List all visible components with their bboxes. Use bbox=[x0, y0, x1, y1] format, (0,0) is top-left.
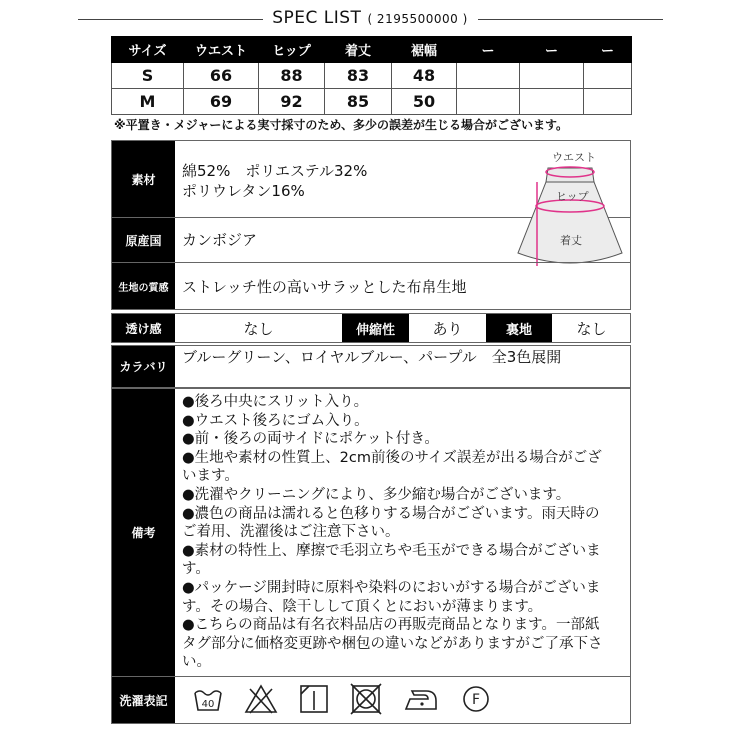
hip-diagram-label: ヒップ bbox=[556, 190, 589, 203]
col-header: ー bbox=[457, 37, 520, 63]
no-tumble-dry-icon bbox=[350, 683, 382, 715]
care-icons bbox=[192, 683, 492, 715]
table-cell: 48 bbox=[392, 63, 457, 89]
remarks-line: ご着用、洗濯後はご注意下さい。 bbox=[182, 524, 400, 541]
measurement-note: ※平置き・メジャーによる実寸採寸のため、多少の誤差が生じる場合がございます。 bbox=[114, 118, 568, 132]
remarks-line: ●こちらの商品は有名衣料品店の再販売商品となります。一部紙 bbox=[182, 617, 600, 634]
iron-low-icon bbox=[402, 683, 440, 715]
table-row bbox=[112, 63, 632, 89]
col-header: ー bbox=[584, 37, 632, 63]
remarks-line: ●洗濯やクリーニングにより、多少縮む場合がございます。 bbox=[182, 486, 571, 503]
remarks-line: す。 bbox=[182, 561, 210, 578]
table-cell bbox=[520, 63, 584, 89]
care-row bbox=[111, 676, 631, 724]
remarks-line: ●後ろ中央にスリット入り。 bbox=[182, 394, 369, 410]
col-header: ー bbox=[520, 37, 584, 63]
dry-clean-f-icon bbox=[460, 683, 492, 715]
skirt-measurement-diagram bbox=[500, 148, 630, 273]
remarks-row bbox=[111, 388, 631, 677]
remarks-line: ●ウエスト後ろにゴム入り。 bbox=[182, 412, 369, 429]
table-cell: 83 bbox=[325, 63, 392, 89]
col-header: ヒップ bbox=[259, 37, 325, 63]
remarks-line: い。 bbox=[182, 654, 211, 671]
table-cell: M bbox=[112, 89, 184, 115]
remarks-line: ●濃色の商品は濡れると色移りする場合がございます。雨天時の bbox=[182, 505, 600, 522]
col-header: サイズ bbox=[112, 37, 184, 63]
material-line-2: ポリウレタン16% bbox=[182, 182, 305, 200]
col-header: ウエスト bbox=[184, 37, 259, 63]
remarks-label: 備考 bbox=[112, 389, 175, 676]
waist-diagram-label: ウエスト bbox=[552, 151, 596, 164]
wash-temp-text: 40 bbox=[201, 699, 215, 710]
texture-label: 生地の質感 bbox=[112, 263, 175, 309]
table-cell bbox=[457, 63, 520, 89]
product-code: ( 2195500000 ) bbox=[367, 12, 468, 26]
size-table bbox=[111, 36, 632, 115]
size-table-header bbox=[112, 37, 632, 63]
lining-value: なし bbox=[576, 319, 607, 338]
texture-value: ストレッチ性の高いサラッとした布帛生地 bbox=[182, 278, 467, 296]
origin-label: 原産国 bbox=[112, 218, 175, 262]
remarks-line: ●前・後ろの両サイドにポケット付き。 bbox=[182, 431, 439, 448]
table-cell: 85 bbox=[325, 89, 392, 115]
remarks-line: ●素材の特性上、摩擦で毛羽立ちや毛玉ができる場合がございま bbox=[182, 542, 601, 559]
table-cell: S bbox=[112, 63, 184, 89]
table-cell: 92 bbox=[259, 89, 325, 115]
spec-title bbox=[0, 8, 740, 28]
table-cell: 88 bbox=[259, 63, 325, 89]
bleach-not-allowed-icon bbox=[244, 683, 278, 715]
colors-value: ブルーグリーン、ロイヤルブルー、パープル 全3色展開 bbox=[182, 348, 562, 366]
wash-40-icon bbox=[192, 683, 224, 715]
remarks-line: ●パッケージ開封時に原料や染料のにおいがする場合がございま bbox=[182, 579, 601, 596]
table-cell: 69 bbox=[184, 89, 259, 115]
line-dry-shade-icon bbox=[298, 683, 330, 715]
remarks-line: す。その場合、陰干しして頂くとにおいが薄まります。 bbox=[182, 598, 543, 615]
remarks-line: タグ部分に価格変更跡や梱包の違いなどがありますがご了承下さ bbox=[182, 635, 603, 652]
table-cell bbox=[584, 89, 632, 115]
stretch-value: あり bbox=[432, 319, 463, 338]
remarks-list bbox=[182, 393, 620, 672]
col-header: 裾幅 bbox=[392, 37, 457, 63]
material-line-1: 綿52% ポリエステル32% bbox=[182, 162, 368, 180]
remarks-line: います。 bbox=[182, 468, 239, 485]
origin-value: カンボジア bbox=[182, 231, 258, 249]
spec-title-text: SPEC LIST bbox=[272, 8, 362, 28]
care-label: 洗濯表記 bbox=[112, 677, 175, 723]
texture-row bbox=[111, 262, 631, 310]
table-cell bbox=[584, 63, 632, 89]
sheer-label: 透け感 bbox=[112, 314, 175, 342]
properties-row bbox=[111, 313, 631, 343]
colors-row bbox=[111, 345, 631, 388]
table-row bbox=[112, 89, 632, 115]
lining-label: 裏地 bbox=[486, 314, 552, 342]
col-header: 着丈 bbox=[325, 37, 392, 63]
colors-label: カラバリ bbox=[112, 346, 175, 387]
remarks-line: ●生地や素材の性質上、2cm前後のサイズ誤差が出る場合がござ bbox=[182, 449, 602, 466]
table-cell: 66 bbox=[184, 63, 259, 89]
material-label: 素材 bbox=[112, 141, 175, 217]
spec-header bbox=[0, 0, 740, 36]
dryclean-letter: F bbox=[471, 692, 481, 708]
stretch-label: 伸縮性 bbox=[342, 314, 409, 342]
length-diagram-label: 着丈 bbox=[560, 234, 582, 247]
table-cell bbox=[457, 89, 520, 115]
table-cell: 50 bbox=[392, 89, 457, 115]
sheer-value: なし bbox=[243, 319, 274, 338]
table-cell bbox=[520, 89, 584, 115]
